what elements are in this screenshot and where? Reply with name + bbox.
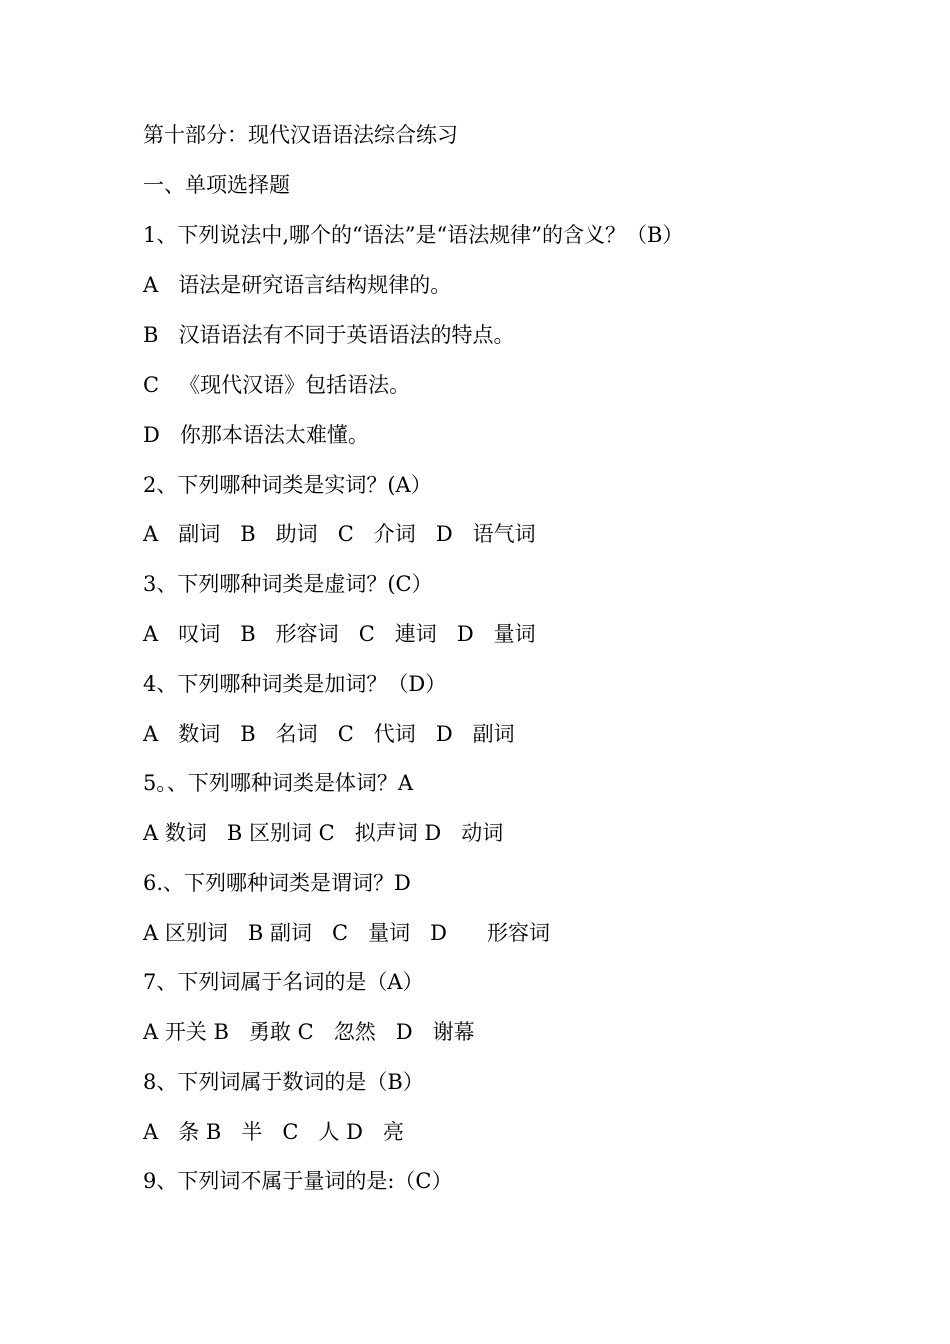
question-5: 5。、下列哪种词类是体词？A: [143, 771, 414, 795]
question-6: 6.、下列哪种词类是谓词？D: [143, 871, 411, 895]
question-1-option-c: C 《现代汉语》包括语法。: [143, 373, 411, 397]
question-1-option-b: B 汉语语法有不同于英语语法的特点。: [143, 323, 515, 347]
question-3: 3、下列哪种词类是虚词？(C）: [143, 572, 433, 596]
question-9: 9、下列词不属于量词的是:（C）: [143, 1169, 453, 1193]
question-3-options: A 叹词 B 形容词 C 連词 D 量词: [143, 622, 536, 646]
section-title: 第十部分：现代汉语语法综合练习: [143, 123, 458, 147]
question-2-options: A 副词 B 助词 C 介词 D 语气词: [143, 522, 536, 546]
subsection-heading: 一、单项选择题: [143, 173, 290, 197]
question-4-options: A 数词 B 名词 C 代词 D 副词: [143, 722, 515, 746]
question-1-option-a: A 语法是研究语言结构规律的。: [143, 273, 452, 297]
question-7: 7、下列词属于名词的是（A）: [143, 970, 424, 994]
question-5-options: A 数词 B 区别词 C 拟声词 D 动词: [143, 821, 504, 845]
question-8-options: A 条 B 半 C 人 D 亮: [143, 1120, 404, 1144]
question-2: 2、下列哪种词类是实词？(A）: [143, 473, 432, 497]
question-8: 8、下列词属于数词的是（B）: [143, 1070, 424, 1094]
question-1-option-d: D 你那本语法太难懂。: [143, 423, 369, 447]
question-4: 4、下列哪种词类是加词？（D）: [143, 672, 447, 696]
question-6-options: A 区别词 B 副词 C 量词 D 形容词: [143, 921, 551, 945]
question-7-options: A 开关 B 勇敢 C 忽然 D 谢幕: [143, 1020, 475, 1044]
question-1: 1、下列说法中,哪个的“语法”是“语法规律”的含义？（B）: [143, 223, 684, 247]
